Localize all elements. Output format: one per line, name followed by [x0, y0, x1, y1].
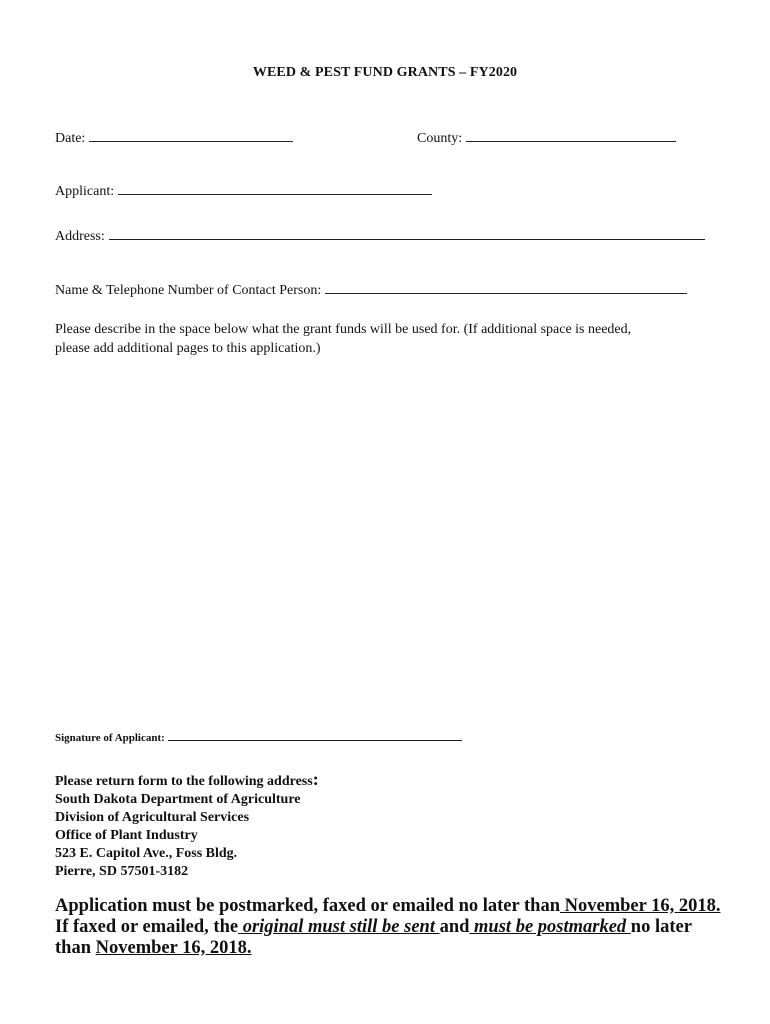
- instructions-text: [55, 320, 715, 358]
- deadline-emphasis-original: original must still be sent: [238, 917, 440, 937]
- deadline-text-1: Application must be postmarked, faxed or emailed no later than: [55, 896, 560, 916]
- county-field: [417, 129, 676, 147]
- contact-input-line[interactable]: [325, 281, 687, 294]
- contact-label: Name & Telephone Number of Contact Person:: [55, 283, 322, 298]
- instructions-line-2: please add additional pages to this application.): [55, 341, 321, 356]
- address-line-city: Pierre, SD 57501-3182: [55, 864, 189, 879]
- address-input-line[interactable]: [109, 227, 705, 240]
- return-address-heading-text: Please return form to the following address: [55, 774, 313, 789]
- deadline-date-2: November 16, 2018.: [95, 938, 252, 958]
- address-label: Address:: [55, 229, 105, 244]
- date-field: [55, 129, 293, 147]
- applicant-field: [55, 182, 432, 200]
- return-address-heading: [55, 770, 319, 791]
- deadline-text-4: no later than: [55, 917, 692, 958]
- county-label: County:: [417, 131, 463, 146]
- deadline-text-2: If faxed or emailed, the: [55, 917, 239, 937]
- return-address-block: [55, 770, 319, 881]
- instructions-line-1: Please describe in the space below what the grant funds will be used for. (If additional space is needed,: [55, 322, 632, 337]
- applicant-label: Applicant:: [55, 184, 115, 199]
- deadline-date-1: November 16, 2018.: [560, 896, 721, 916]
- signature-label: Signature of Applicant:: [55, 732, 165, 744]
- address-line-office: Office of Plant Industry: [55, 828, 198, 843]
- deadline-emphasis-postmarked: must be postmarked: [469, 917, 631, 937]
- address-field: [55, 227, 705, 245]
- contact-field: [55, 281, 687, 299]
- signature-field: [55, 730, 462, 744]
- date-label: Date:: [55, 131, 86, 146]
- date-input-line[interactable]: [89, 129, 293, 142]
- county-input-line[interactable]: [466, 129, 676, 142]
- form-title: WEED & PEST FUND GRANTS – FY2020: [252, 65, 518, 80]
- deadline-text-3: and: [439, 917, 470, 937]
- address-line-division: Division of Agricultural Services: [55, 810, 250, 825]
- signature-input-line[interactable]: [168, 730, 462, 741]
- address-line-department: South Dakota Department of Agriculture: [55, 792, 301, 807]
- applicant-input-line[interactable]: [118, 182, 432, 195]
- deadline-notice: [55, 896, 725, 959]
- return-address-heading-colon: :: [312, 769, 319, 789]
- address-line-street: 523 E. Capitol Ave., Foss Bldg.: [55, 846, 238, 861]
